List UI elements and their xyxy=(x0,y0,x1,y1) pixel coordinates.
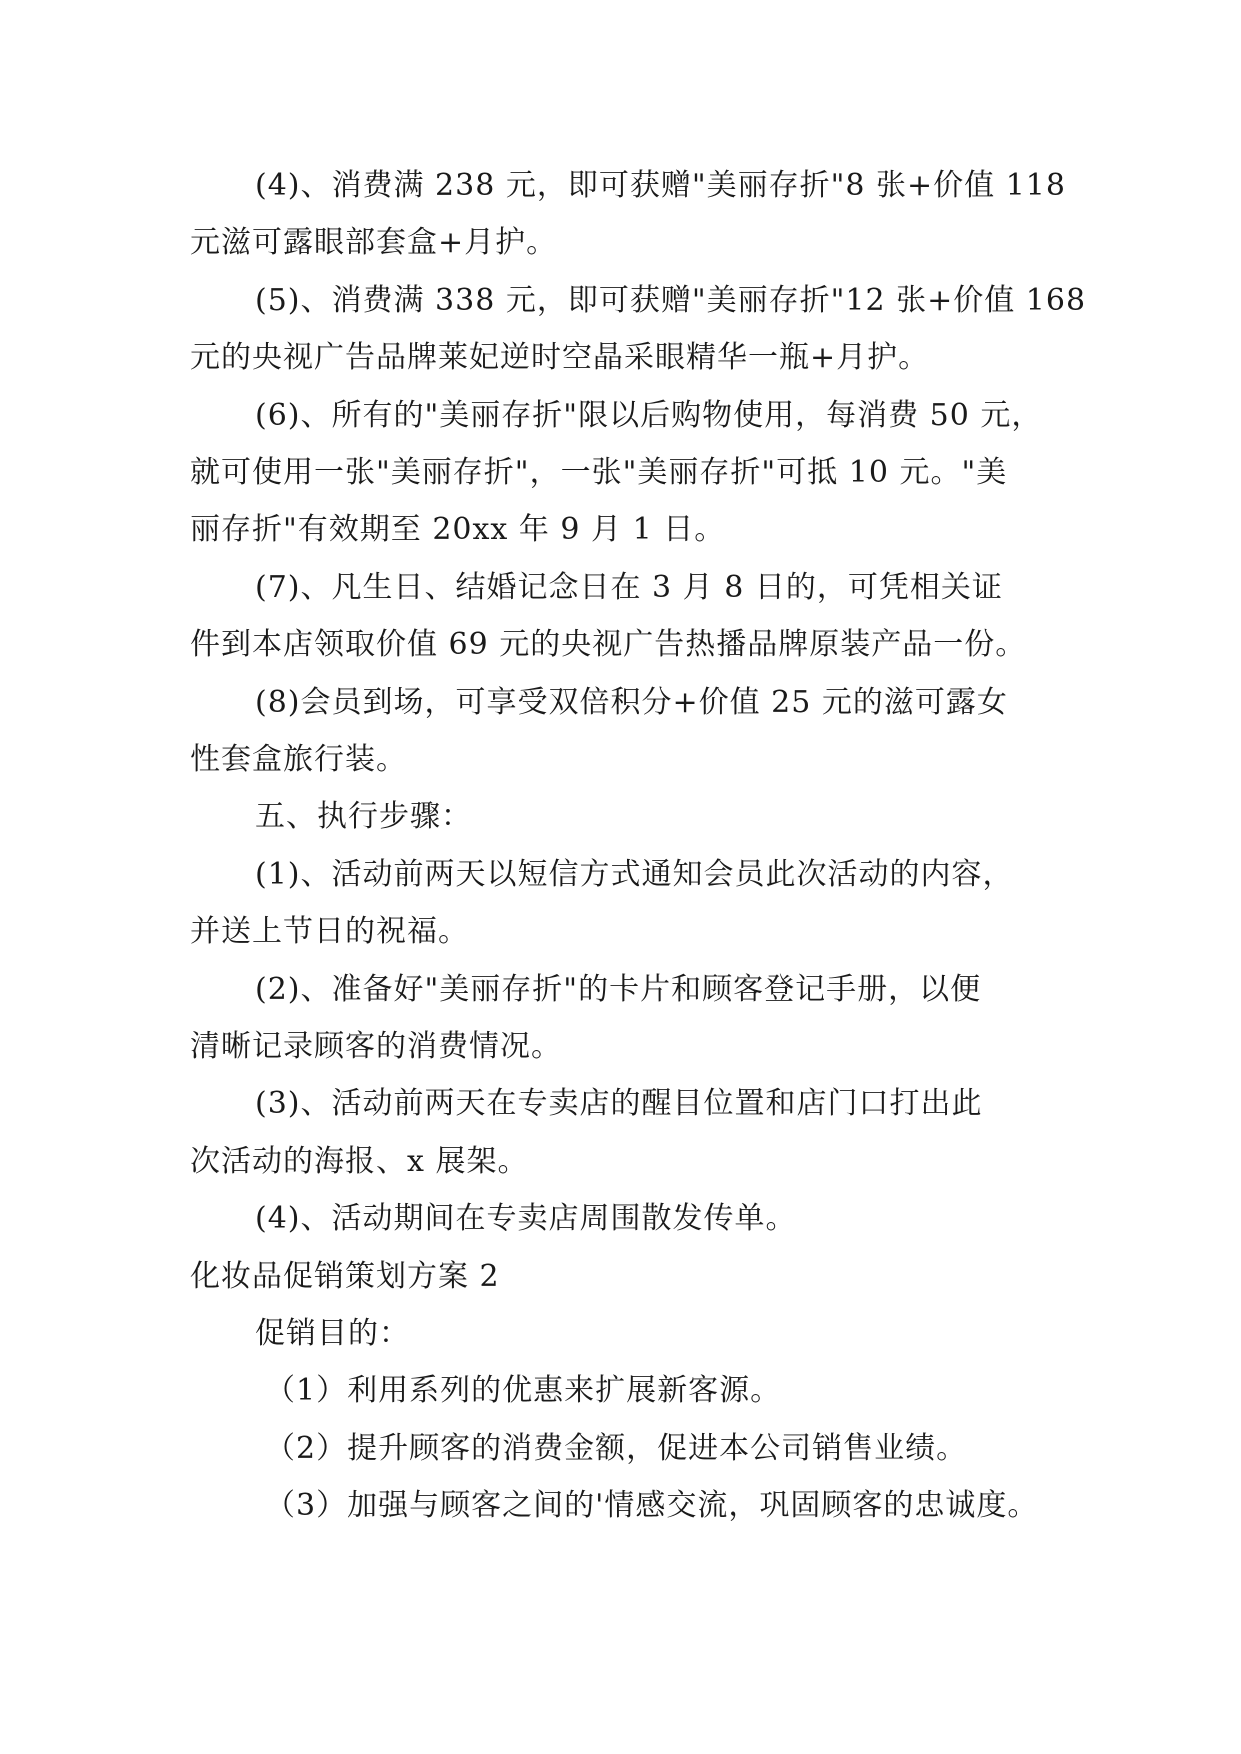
paragraph-line: 清晰记录顾客的消费情况。 xyxy=(190,1029,562,1064)
paragraph-line: (3)、活动前两天在专卖店的醒目位置和店门口打出此 xyxy=(255,1086,983,1121)
paragraph-line: (8)会员到场，可享受双倍积分+价值 25 元的滋可露女 xyxy=(255,685,1008,720)
paragraph-line: 并送上节日的祝福。 xyxy=(190,914,469,949)
paragraph-line: 件到本店领取价值 69 元的央视广告热播品牌原装产品一份。 xyxy=(190,627,1027,662)
paragraph-line: (6)、所有的"美丽存折"限以后购物使用，每消费 50 元， xyxy=(255,398,1043,433)
paragraph-line: 元滋可露眼部套盒+月护。 xyxy=(190,225,558,260)
list-item: （3）加强与顾客之间的'情感交流，巩固顾客的忠诚度。 xyxy=(265,1488,1039,1523)
list-item: （2）提升顾客的消费金额，促进本公司销售业绩。 xyxy=(265,1431,968,1466)
document-title: 化妆品促销策划方案 2 xyxy=(190,1259,500,1294)
paragraph-line: 就可使用一张"美丽存折"，一张"美丽存折"可抵 10 元。"美 xyxy=(190,455,1008,490)
paragraph-line: (4)、活动期间在专卖店周围散发传单。 xyxy=(255,1201,797,1236)
section-heading: 五、执行步骤： xyxy=(255,799,472,834)
section-heading: 促销目的： xyxy=(255,1316,410,1351)
paragraph-line: (5)、消费满 338 元，即可获赠"美丽存折"12 张+价值 168 xyxy=(255,283,1087,318)
paragraph-line: 性套盒旅行装。 xyxy=(190,742,407,777)
paragraph-line: 丽存折"有效期至 20xx 年 9 月 1 日。 xyxy=(190,512,726,547)
paragraph-line: (7)、凡生日、结婚记念日在 3 月 8 日的，可凭相关证 xyxy=(255,570,1003,605)
paragraph-line: 元的央视广告品牌莱妃逆时空晶采眼精华一瓶+月护。 xyxy=(190,340,930,375)
paragraph-line: (1)、活动前两天以短信方式通知会员此次活动的内容， xyxy=(255,857,1014,892)
paragraph-line: (2)、准备好"美丽存折"的卡片和顾客登记手册，以便 xyxy=(255,972,982,1007)
list-item: （1）利用系列的优惠来扩展新客源。 xyxy=(265,1373,782,1408)
paragraph-line: (4)、消费满 238 元，即可获赠"美丽存折"8 张+价值 118 xyxy=(255,168,1066,203)
paragraph-line: 次活动的海报、x 展架。 xyxy=(190,1144,529,1179)
